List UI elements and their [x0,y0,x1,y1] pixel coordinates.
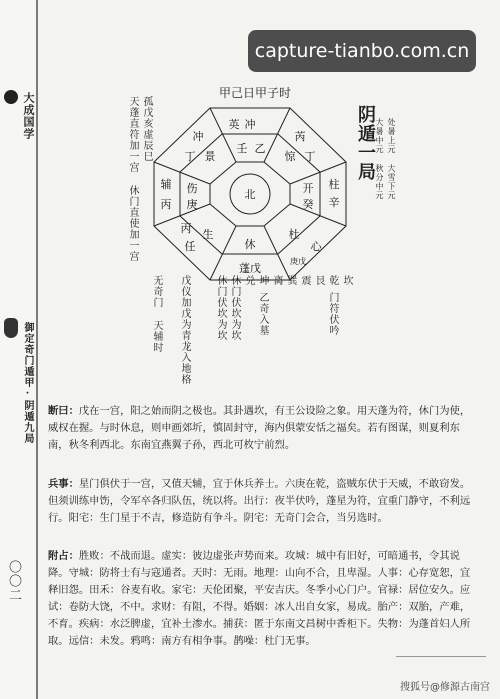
cell-r-3: 开 [302,182,314,195]
paragraph-label: 兵事： [48,478,79,490]
table-note-xiumen-2: 休门伏坎为坎 [215,275,226,341]
table-note-menfu: 门符伏吟 [327,292,338,336]
chapter-seal-icon [4,318,18,338]
cell-b-2: 休 [244,238,256,251]
table-col-xun: 巽 [285,275,296,286]
cell-b-1: 蓬戊 [239,262,261,275]
bottom-rule [396,656,486,657]
cell-tr-3: 丁 [304,150,316,163]
cell-tl-2: 景 [204,150,216,163]
cell-tr-1: 芮 [294,130,306,143]
margin-rule [36,0,38,699]
paragraph-bingshi [48,476,473,527]
cell-r-4: 癸 [302,198,314,211]
cell-tr-2: 惊 [284,150,296,163]
ju-subtitle-2: 处暑上元 大雪下元 [387,118,396,200]
watermark-banner: capture-tianbo.com.cn [248,30,476,72]
cell-l-4: 庚 [186,198,198,211]
bagua-diagram [150,104,350,284]
note-line-2: 天蓬直符加一宫 休门直使加一宫 [127,96,138,262]
note-line-1: 孤戊亥虚辰巳 [141,96,152,162]
paragraph-text: 星门俱伏于一宫，又值天辅，宜于休兵养士。六庚在乾，盗贼东伏于天威，不敢窃发。但须训练申饬，令军卒各归队伍，统以将。出行：夜半伏吟，蓬星为符，宜重门静守，不利远行。阳宅：生门星于不吉，修造防有争斗。阴宅：无奇门会合，当另选时。 [48,478,471,524]
cell-top-3: 壬 [236,142,248,155]
table-note-xiumen-1: 休门伏坎为坎 [229,275,240,341]
logo-icon [4,90,18,104]
table-col-zhen: 震 [299,275,310,286]
paragraph-label: 断曰： [48,405,79,417]
cell-bl-1: 任 [184,240,196,253]
cell-top-4: 乙 [254,142,266,155]
cell-l-1: 辅 [160,178,172,191]
table-col-gen: 艮 [313,275,324,286]
table-col-kan: 坎 [341,275,352,286]
table-col-li: 离 [271,275,282,286]
page-number: 〇〇二 [6,560,21,602]
ju-title: 阴遁一局 [355,105,376,181]
diagram-title: 甲己日甲子时 [218,86,291,100]
cell-br-3: 庚戊 [290,257,306,266]
cell-top-2: 冲 [244,118,256,131]
logo-text: 大成国学 [22,92,35,140]
ju-subtitle-1: 大暑中元 秋分中元 [375,118,384,200]
footer-tag: 搜狐号@修源古南宫 [400,682,490,693]
table-note-yiqi: 乙奇入墓 [257,292,268,336]
cell-top-1: 英 [228,118,240,131]
cell-l-2: 丙 [160,198,172,211]
cell-r-2: 辛 [328,196,340,209]
table-col-qian: 乾 [327,275,338,286]
cell-r-1: 柱 [328,178,340,191]
cell-tl-1: 冲 [192,130,204,143]
cell-br-2: 杜 [288,228,300,241]
cell-bl-3: 丙 [180,222,192,235]
paragraph-label: 附占： [48,550,79,562]
paragraph-text: 戊在一宫，阳之始而阴之极也。其卦遇坎，有王公设险之象。用天蓬为符，休门为使，威权在握。与时休息，则申画郊圻，慎固封守，海内俱蒙安恬之福矣。若有图谋，则夏利东南，秋冬利西北。东南宜燕翼子孙，西北可枚宁前烈。 [48,405,471,451]
paragraph-text: 胜败：不战而退。虚实：彼边虚张声势而来。攻城：城中有旧好，可暗通书，令其说降。守城：防将士有与寇通者。天时：无雨。地理：山向不合，且卑湿。人事：心存宽恕，宜释旧怨。田禾：谷麦有收。家宅：天伦团聚，平安吉庆。冬季小心门户。官禄：居位安久。应试：卷防大饶，不中。求财：有阻，不得。婚姻：冰人出自女家，易成。胎产：双胎，产难，不育。疾病：水泛脾虚，宜补土渗水。捕获：匿于东南文昌树中香柜下。失物：为蓬首妇人所取。远信：未发。鸦鸣：南方有相争事。鹊噪：杜门无事。 [48,550,471,647]
cell-l-3: 伤 [186,182,198,195]
table-col-dui: 兑 [243,275,254,286]
paragraph-duan [48,403,473,454]
table-col-kun: 坤 [257,275,268,286]
table-note-wuyi: 戊仪加戊为青龙入地格 [179,275,190,385]
center-label: 北 [244,188,256,201]
cell-bl-2: 生 [202,228,214,241]
cell-br-1: 心 [310,240,322,253]
cell-tl-3: 丁 [184,150,196,163]
paragraph-fuzhan [48,548,473,650]
chapter-title: 御定奇门遁甲·阴遁九局 [22,322,33,444]
table-note-wuqimen: 无奇门 天辅时 [151,275,162,353]
